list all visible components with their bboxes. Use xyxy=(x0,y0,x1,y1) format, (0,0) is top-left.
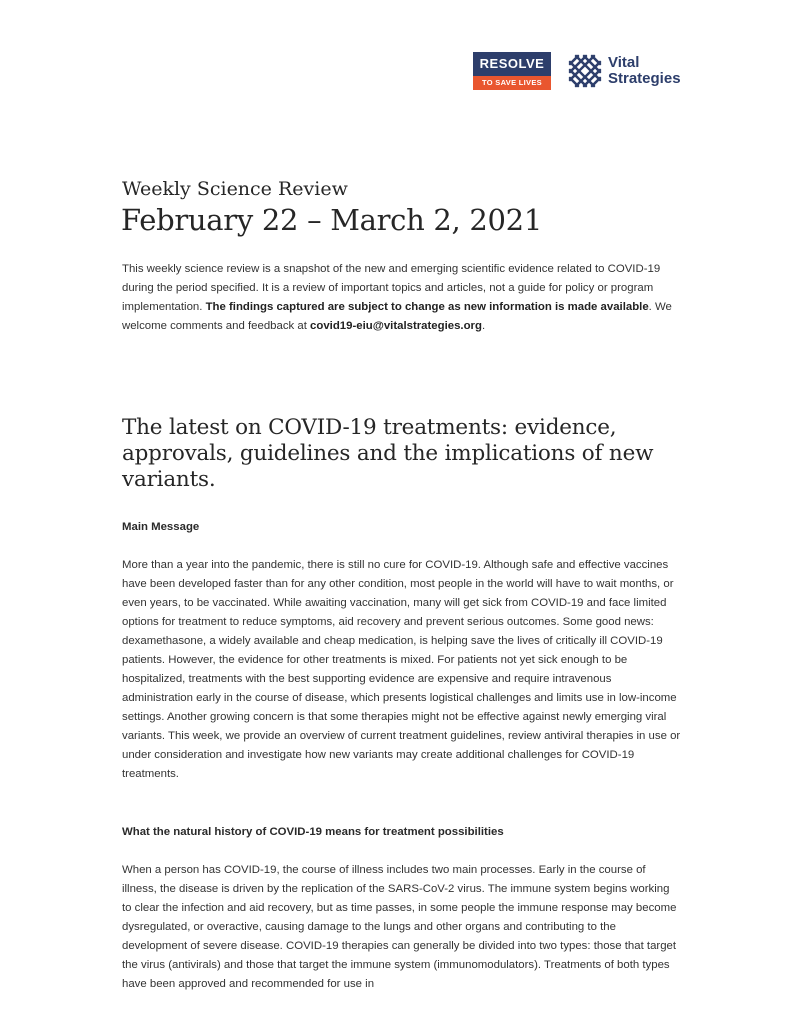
vital-strategies-mark-icon xyxy=(567,53,603,89)
vital-strategies-logo xyxy=(567,53,681,89)
resolve-logo-top: RESOLVE xyxy=(473,52,551,76)
section-heading-natural-history: What the natural history of COVID-19 means for treatment possibilities xyxy=(122,826,504,838)
main-message-heading: Main Message xyxy=(122,521,200,533)
natural-history-paragraph: When a person has COVID-19, the course of illness includes two main processes. Early in the course of illness, the disease is driven by the replication of the SARS-CoV-2 virus. The immune system begins working to clear the infection and aid recovery, but as time passes, in some people the immune response may become dysregulated, or overactive, causing damage to the lungs and other organs and contributing to the development of severe disease. COVID-19 therapies can generally be divided into two types: those that target the virus (antivirals) and those that target the immune system (immunomodulators). Treatments of both types have been approved and recommended for use in xyxy=(122,864,677,990)
header-logos xyxy=(473,52,681,90)
intro-paragraph xyxy=(122,260,682,336)
intro-text-3: . xyxy=(481,320,486,332)
vital-strategies-wordmark xyxy=(608,55,681,87)
main-message-paragraph: More than a year into the pandemic, there is still no cure for COVID-19. Although safe and effective vaccines have been developed faster than for any other condition, most people in the world will have to wait months, or even years, to be vaccinated. While awaiting vaccination, many will get sick from COVID-19 and face limited options for treatment to reduce symptoms, aid recovery and prevent serious outcomes. Some good news: dexamethasone, a widely available and cheap medication, is helping save the lives of critically ill COVID-19 patients. However, the evidence for other treatments is mixed. For patients not yet sick enough to be hospitalized, treatments with the best supporting evidence are expensive and require intravenous administration early in the course of disease, which presents logistical challenges and limits use in low-income settings. Another growing concern is that some therapies might not be effective against newly emerging viral variants. This week, we provide an overview of current treatment guidelines, review antiviral therapies in use or under consideration and investigate how new variants may create additional challenges for COVID-19 treatments. xyxy=(122,559,681,780)
intro-text-2: . We welcome comments and feedback at xyxy=(122,301,672,332)
vital-wordmark-line1: Vital xyxy=(608,54,640,71)
intro-bold-text: The findings captured are subject to change as new information is made available xyxy=(205,301,649,313)
vital-wordmark-line2: Strategies xyxy=(608,70,681,87)
article-title: The latest on COVID-19 treatments: evidence, approvals, guidelines and the implications of new variants. xyxy=(122,415,654,492)
intro-text-1: This weekly science review is a snapshot of the new and emerging scientific evidence related to COVID-19 during the period specified. It is a review of important topics and articles, not a guide for policy or program implementation. xyxy=(122,263,661,313)
resolve-to-save-lives-logo xyxy=(473,52,551,90)
contact-email-link[interactable]: covid19-eiu@vitalstrategies.org xyxy=(310,320,482,332)
resolve-logo-bottom: TO SAVE LIVES xyxy=(473,76,551,90)
document-date-range: February 22 – March 2, 2021 xyxy=(121,203,542,237)
document-kicker: Weekly Science Review xyxy=(122,178,348,200)
